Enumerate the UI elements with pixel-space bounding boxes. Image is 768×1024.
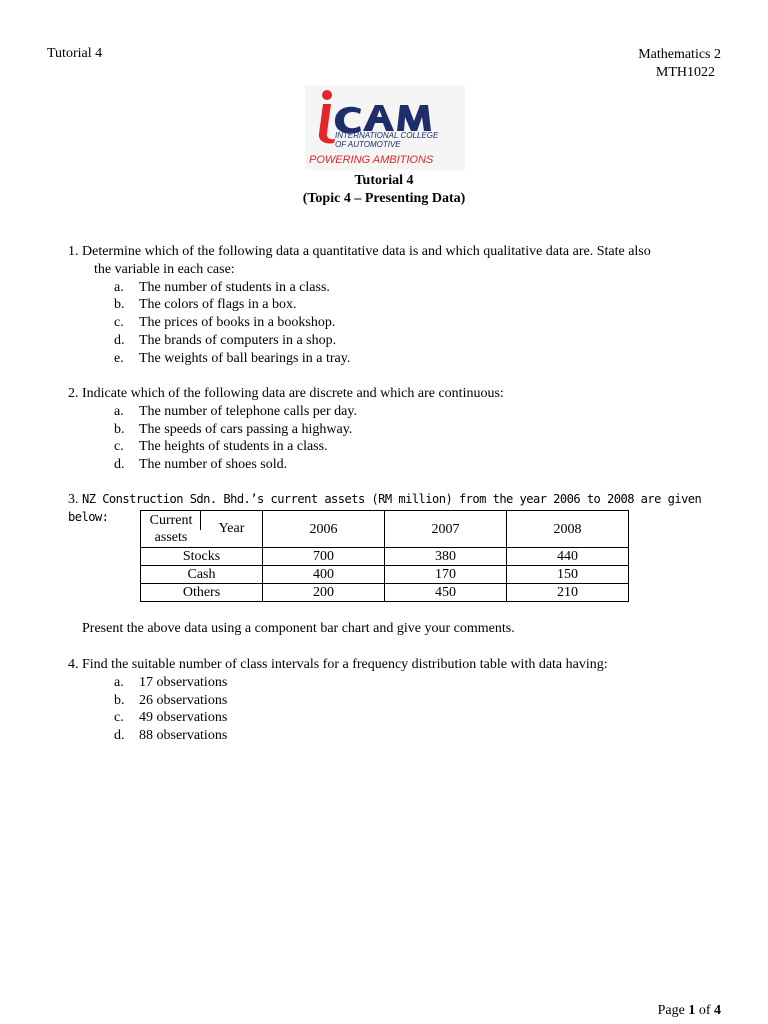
logo-tagline: POWERING AMBITIONS [309,154,434,166]
list-item: d. The brands of computers in a shop. [114,332,337,348]
page-word: Page [657,1003,685,1018]
corner-row-label: Current assets [149,513,193,545]
q4-text: Find the suitable number of class intervals for a frequency distribution table with data having: [82,657,608,672]
title-line1: Tutorial 4 [354,173,414,188]
list-item: a. The number of telephone calls per day. [114,403,357,419]
row-label: Others [141,584,263,602]
q1-text-cont: the variable in each case: [94,261,235,277]
logo-college-line2: OF AUTOMOTIVE [335,140,401,149]
year-header: 2008 [507,511,629,548]
table-row [141,584,629,602]
list-item: d. The number of shoes sold. [114,457,288,473]
list-item: b. The colors of flags in a box. [114,297,297,313]
q4-items [68,674,728,745]
q2-items [68,403,728,474]
row-label: Stocks [141,548,263,566]
corner-col-label: Year [218,521,245,536]
table-cell: 170 [385,566,507,584]
icam-logo [305,85,465,170]
table-cell: 150 [507,566,629,584]
title-line2: (Topic 4 – Presenting Data) [302,191,466,206]
header-course-label: Tutorial 4 [47,46,103,61]
list-item: c. The prices of books in a bookshop. [114,315,336,331]
page-number [658,1003,721,1019]
q1-number: 1. [68,244,79,259]
q3-text: NZ Construction Sdn. Bhd.’s current assets (RM million) from the year 2006 to 2008 are given below: [68,492,702,524]
year-header: 2007 [385,511,507,548]
list-item: b. 26 observations [114,692,228,708]
q4-number: 4. [68,657,79,672]
table-cell: 200 [263,584,385,602]
list-item: e. The weights of ball bearings in a tray. [114,350,351,366]
list-item: d. 88 observations [114,728,228,744]
table-row [141,548,629,566]
table-cell: 380 [385,548,507,566]
list-item: a. The number of students in a class. [114,279,330,295]
q1-items [68,279,728,368]
q3-instruction: Present the above data using a component bar chart and give your comments. [82,621,515,636]
table-cell: 440 [507,548,629,566]
table-cell: 700 [263,548,385,566]
current-assets-table [140,510,629,602]
list-item: b. The speeds of cars passing a highway. [114,421,353,437]
table-header-row [141,511,629,548]
table-corner-cell [141,511,263,548]
list-item: c. 49 observations [114,710,228,726]
q1-text: Determine which of the following data a quantitative data is and which qualitative data are. State also [82,244,651,259]
table-cell: 400 [263,566,385,584]
header-subject-code: MTH1022 [655,65,715,80]
of-word: of [698,1003,711,1018]
list-item: a. 17 observations [114,674,228,690]
logo-college-line1: INTERNATIONAL COLLEGE [335,131,439,140]
table-row [141,566,629,584]
q3-number: 3. [68,492,79,507]
tutorial-title [0,172,768,208]
row-label: Cash [141,566,263,584]
question-4 [68,656,728,745]
header-subject [638,46,721,82]
header-subject-name: Mathematics 2 [638,47,721,62]
list-item: c. The heights of students in a class. [114,439,328,455]
table-cell: 210 [507,584,629,602]
question-2 [68,385,728,474]
current-page: 1 [688,1003,696,1018]
question-1 [68,243,728,368]
table-cell: 450 [385,584,507,602]
year-header: 2006 [263,511,385,548]
total-pages: 4 [714,1003,721,1018]
q2-text: Indicate which of the following data are discrete and which are continuous: [82,386,504,401]
q2-number: 2. [68,386,79,401]
